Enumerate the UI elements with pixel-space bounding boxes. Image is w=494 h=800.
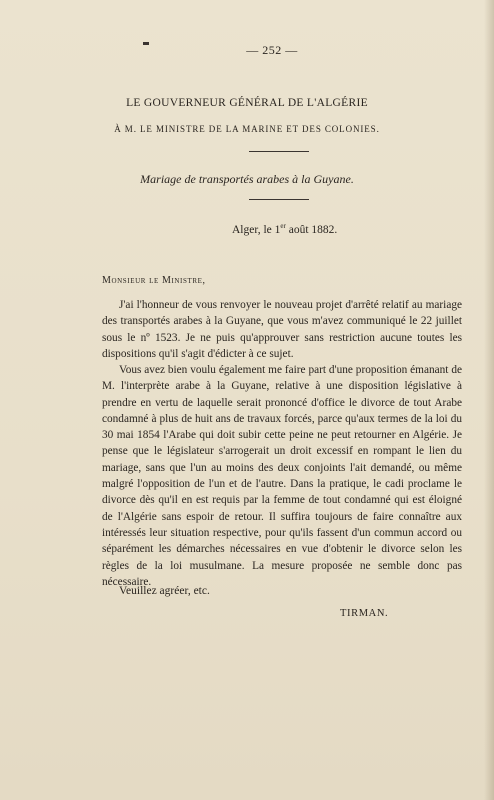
letter-subject: Mariage de transportés arabes à la Guyane. <box>140 172 354 186</box>
letter-paragraph: J'ai l'honneur de vous renvoyer le nouveau projet d'arrêté relatif au mariage des transportés arabes à la Guyane, que vous m'avez communiqué le 22 juillet sous le nº 1523. Je ne puis qu'approuver sans restriction aucune toutes les dispositions qu'il s'agit d'édicter à ce sujet. <box>102 299 462 360</box>
letter-sender-heading: LE GOUVERNEUR GÉNÉRAL DE L'ALGÉRIE <box>126 97 368 109</box>
dateline-ordinal: er <box>280 222 286 230</box>
letter-salutation: Monsieur le Ministre, <box>102 275 206 286</box>
divider-rule-top <box>249 151 309 152</box>
page-edge-shadow <box>484 0 494 800</box>
letter-signature: TIRMAN. <box>340 608 389 619</box>
divider-rule-bottom <box>249 199 309 200</box>
dateline-text: Alger, le 1 <box>232 223 281 236</box>
dateline-rest: août 1882. <box>285 223 338 236</box>
letter-closing: Veuillez agréer, etc. <box>119 585 210 597</box>
letter-dateline <box>232 222 337 236</box>
letter-recipient-heading: À M. LE MINISTRE DE LA MARINE ET DES COLONIES. <box>114 124 380 134</box>
letter-paragraph: Vous avez bien voulu également me faire part d'une proposition émanant de M. l'interprète arabe à la Guyane, relative à une disposition législative à prendre en vertu de laquelle serait prononcé d'office le divorce de tout Arabe condamné à plus de huit ans de travaux forcés, parce qu'aux termes de la loi du 30 mai 1854 l'Arabe qui doit subir cette peine ne peut retourner en Algérie. Je pense que le législateur s'arrogerait un droit excessif en rompant le lien du mariage, sans que l'un au moins des deux conjoints l'ait demandé, ou même malgré l'opposition de l'un et de l'autre. Dans la pratique, le cadi proclame le divorce dès qu'il en est requis par la femme de tout condamné qui est éloigné de l'Algérie sans espoir de retour. Il suffira toujours de faire connaître aux intéressés leur situation respective, pour qu'ils fassent d'un commun accord ou séparément les démarches nécessaires en vue d'obtenir le divorce selon les règles de la loi musulmane. La mesure proposée ne semble donc pas nécessaire. <box>102 364 462 588</box>
page-number: — 252 — <box>246 43 298 57</box>
